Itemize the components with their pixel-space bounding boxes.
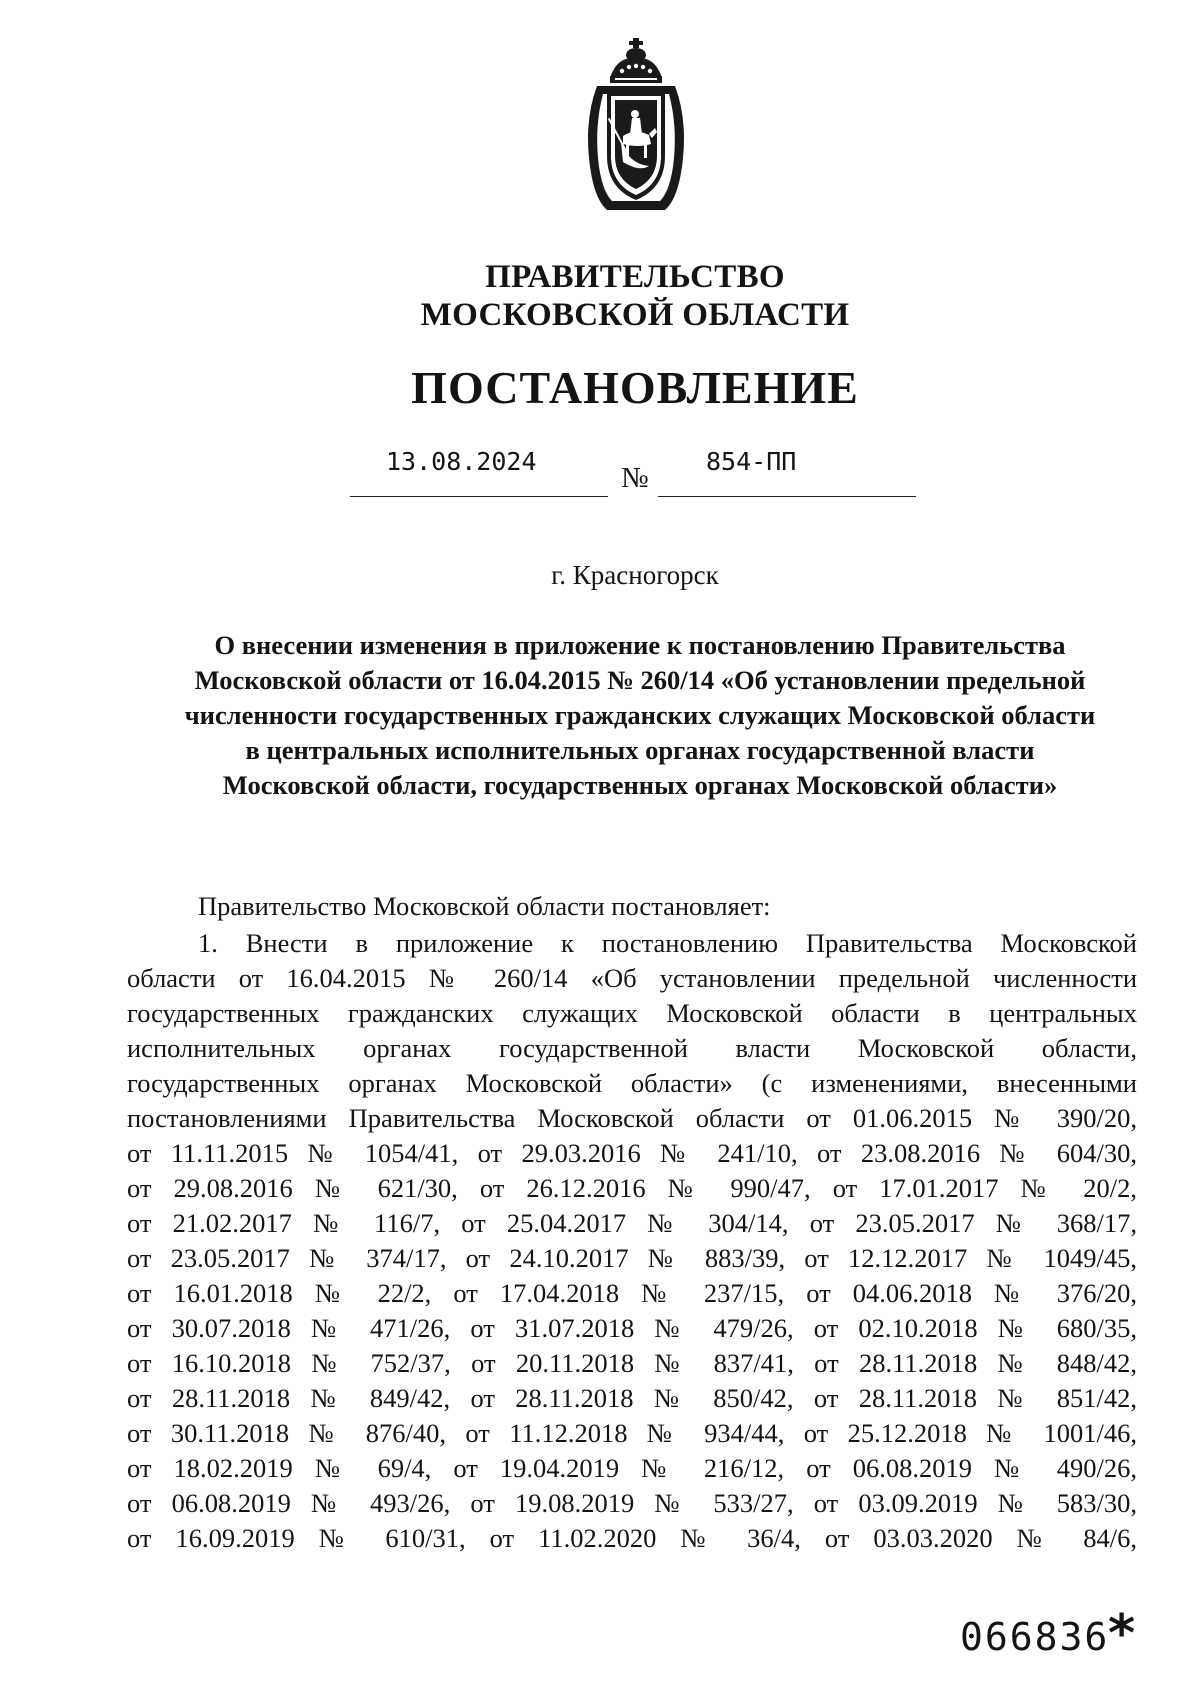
paragraph-line: от 16.10.2018 № 752/37, от 20.11.2018 № 837/41, от 28.11.2018 № 848/42, xyxy=(127,1348,1137,1378)
paragraph-line: от 16.01.2018 № 22/2, от 17.04.2018 № 237/15, от 04.06.2018 № 376/20, xyxy=(127,1278,1137,1308)
body-intro: Правительство Московской области постановляет: xyxy=(198,891,771,921)
blank-serial-number: 066836 xyxy=(960,1615,1110,1659)
document-type-title: ПОСТАНОВЛЕНИЕ xyxy=(411,362,859,413)
date-underline xyxy=(350,496,608,497)
paragraph-line: от 21.02.2017 № 116/7, от 25.04.2017 № 304/14, от 23.05.2017 № 368/17, xyxy=(127,1208,1137,1238)
paragraph-line: от 06.08.2019 № 493/26, от 19.08.2019 № 533/27, от 03.09.2019 № 583/30, xyxy=(127,1488,1137,1518)
subject-line: Московской области от 16.04.2015 № 260/14 «Об установлении предельной xyxy=(194,665,1086,695)
subject-line: Московской области, государственных органах Московской области» xyxy=(222,770,1058,800)
paragraph-line: от 11.11.2015 № 1054/41, от 29.03.2016 № 241/10, от 23.08.2016 № 604/30, xyxy=(127,1138,1137,1168)
resolution-subject xyxy=(150,628,1130,803)
paragraph-line: от 30.07.2018 № 471/26, от 31.07.2018 № 479/26, от 02.10.2018 № 680/35, xyxy=(127,1313,1137,1343)
paragraph-line: 1. Внести в приложение к постановлению Правительства Московской xyxy=(198,928,1137,958)
paragraph-line: от 23.05.2017 № 374/17, от 24.10.2017 № 883/39, от 12.12.2017 № 1049/45, xyxy=(127,1243,1137,1273)
paragraph-line: области от 16.04.2015 № 260/14 «Об установлении предельной численности xyxy=(127,963,1137,993)
number-underline xyxy=(658,496,916,497)
paragraph-line: государственных органах Московской области» (с изменениями, внесенными xyxy=(127,1068,1137,1098)
number-sign: № xyxy=(621,462,649,494)
paragraph-line: от 28.11.2018 № 849/42, от 28.11.2018 № 850/42, от 28.11.2018 № 851/42, xyxy=(127,1383,1137,1413)
paragraph-line: государственных гражданских служащих Московской области в центральных xyxy=(127,998,1137,1028)
paragraph-line: исполнительных органах государственной власти Московской области, xyxy=(127,1033,1137,1063)
coat-of-arms-icon xyxy=(577,38,695,218)
paragraph-line: от 30.11.2018 № 876/40, от 11.12.2018 № 934/44, от 25.12.2018 № 1001/46, xyxy=(127,1418,1137,1448)
registration-date: 13.08.2024 xyxy=(386,447,537,476)
paragraph-line: от 29.08.2016 № 621/30, от 26.12.2016 № 990/47, от 17.01.2017 № 20/2, xyxy=(127,1173,1137,1203)
authority-name-line2: МОСКОВСКОЙ ОБЛАСТИ xyxy=(420,297,850,333)
authority-name-line1: ПРАВИТЕЛЬСТВО xyxy=(485,259,785,295)
city-name: г. Красногорск xyxy=(551,560,719,590)
subject-line: в центральных исполнительных органах государственной власти xyxy=(245,735,1035,765)
subject-line: О внесении изменения в приложение к постановлению Правительства xyxy=(214,630,1066,660)
paragraph-line: постановлениями Правительства Московской области от 01.06.2015 № 390/20, xyxy=(127,1103,1137,1133)
registration-number: 854-ПП xyxy=(706,447,797,476)
paragraph-line: от 18.02.2019 № 69/4, от 19.04.2019 № 216/12, от 06.08.2019 № 490/26, xyxy=(127,1453,1137,1483)
paragraph-line: от 16.09.2019 № 610/31, от 11.02.2020 № 36/4, от 03.03.2020 № 84/6, xyxy=(127,1523,1137,1553)
subject-line: численности государственных гражданских служащих Московской области xyxy=(184,700,1096,730)
serial-star-mark: * xyxy=(1108,1604,1136,1664)
